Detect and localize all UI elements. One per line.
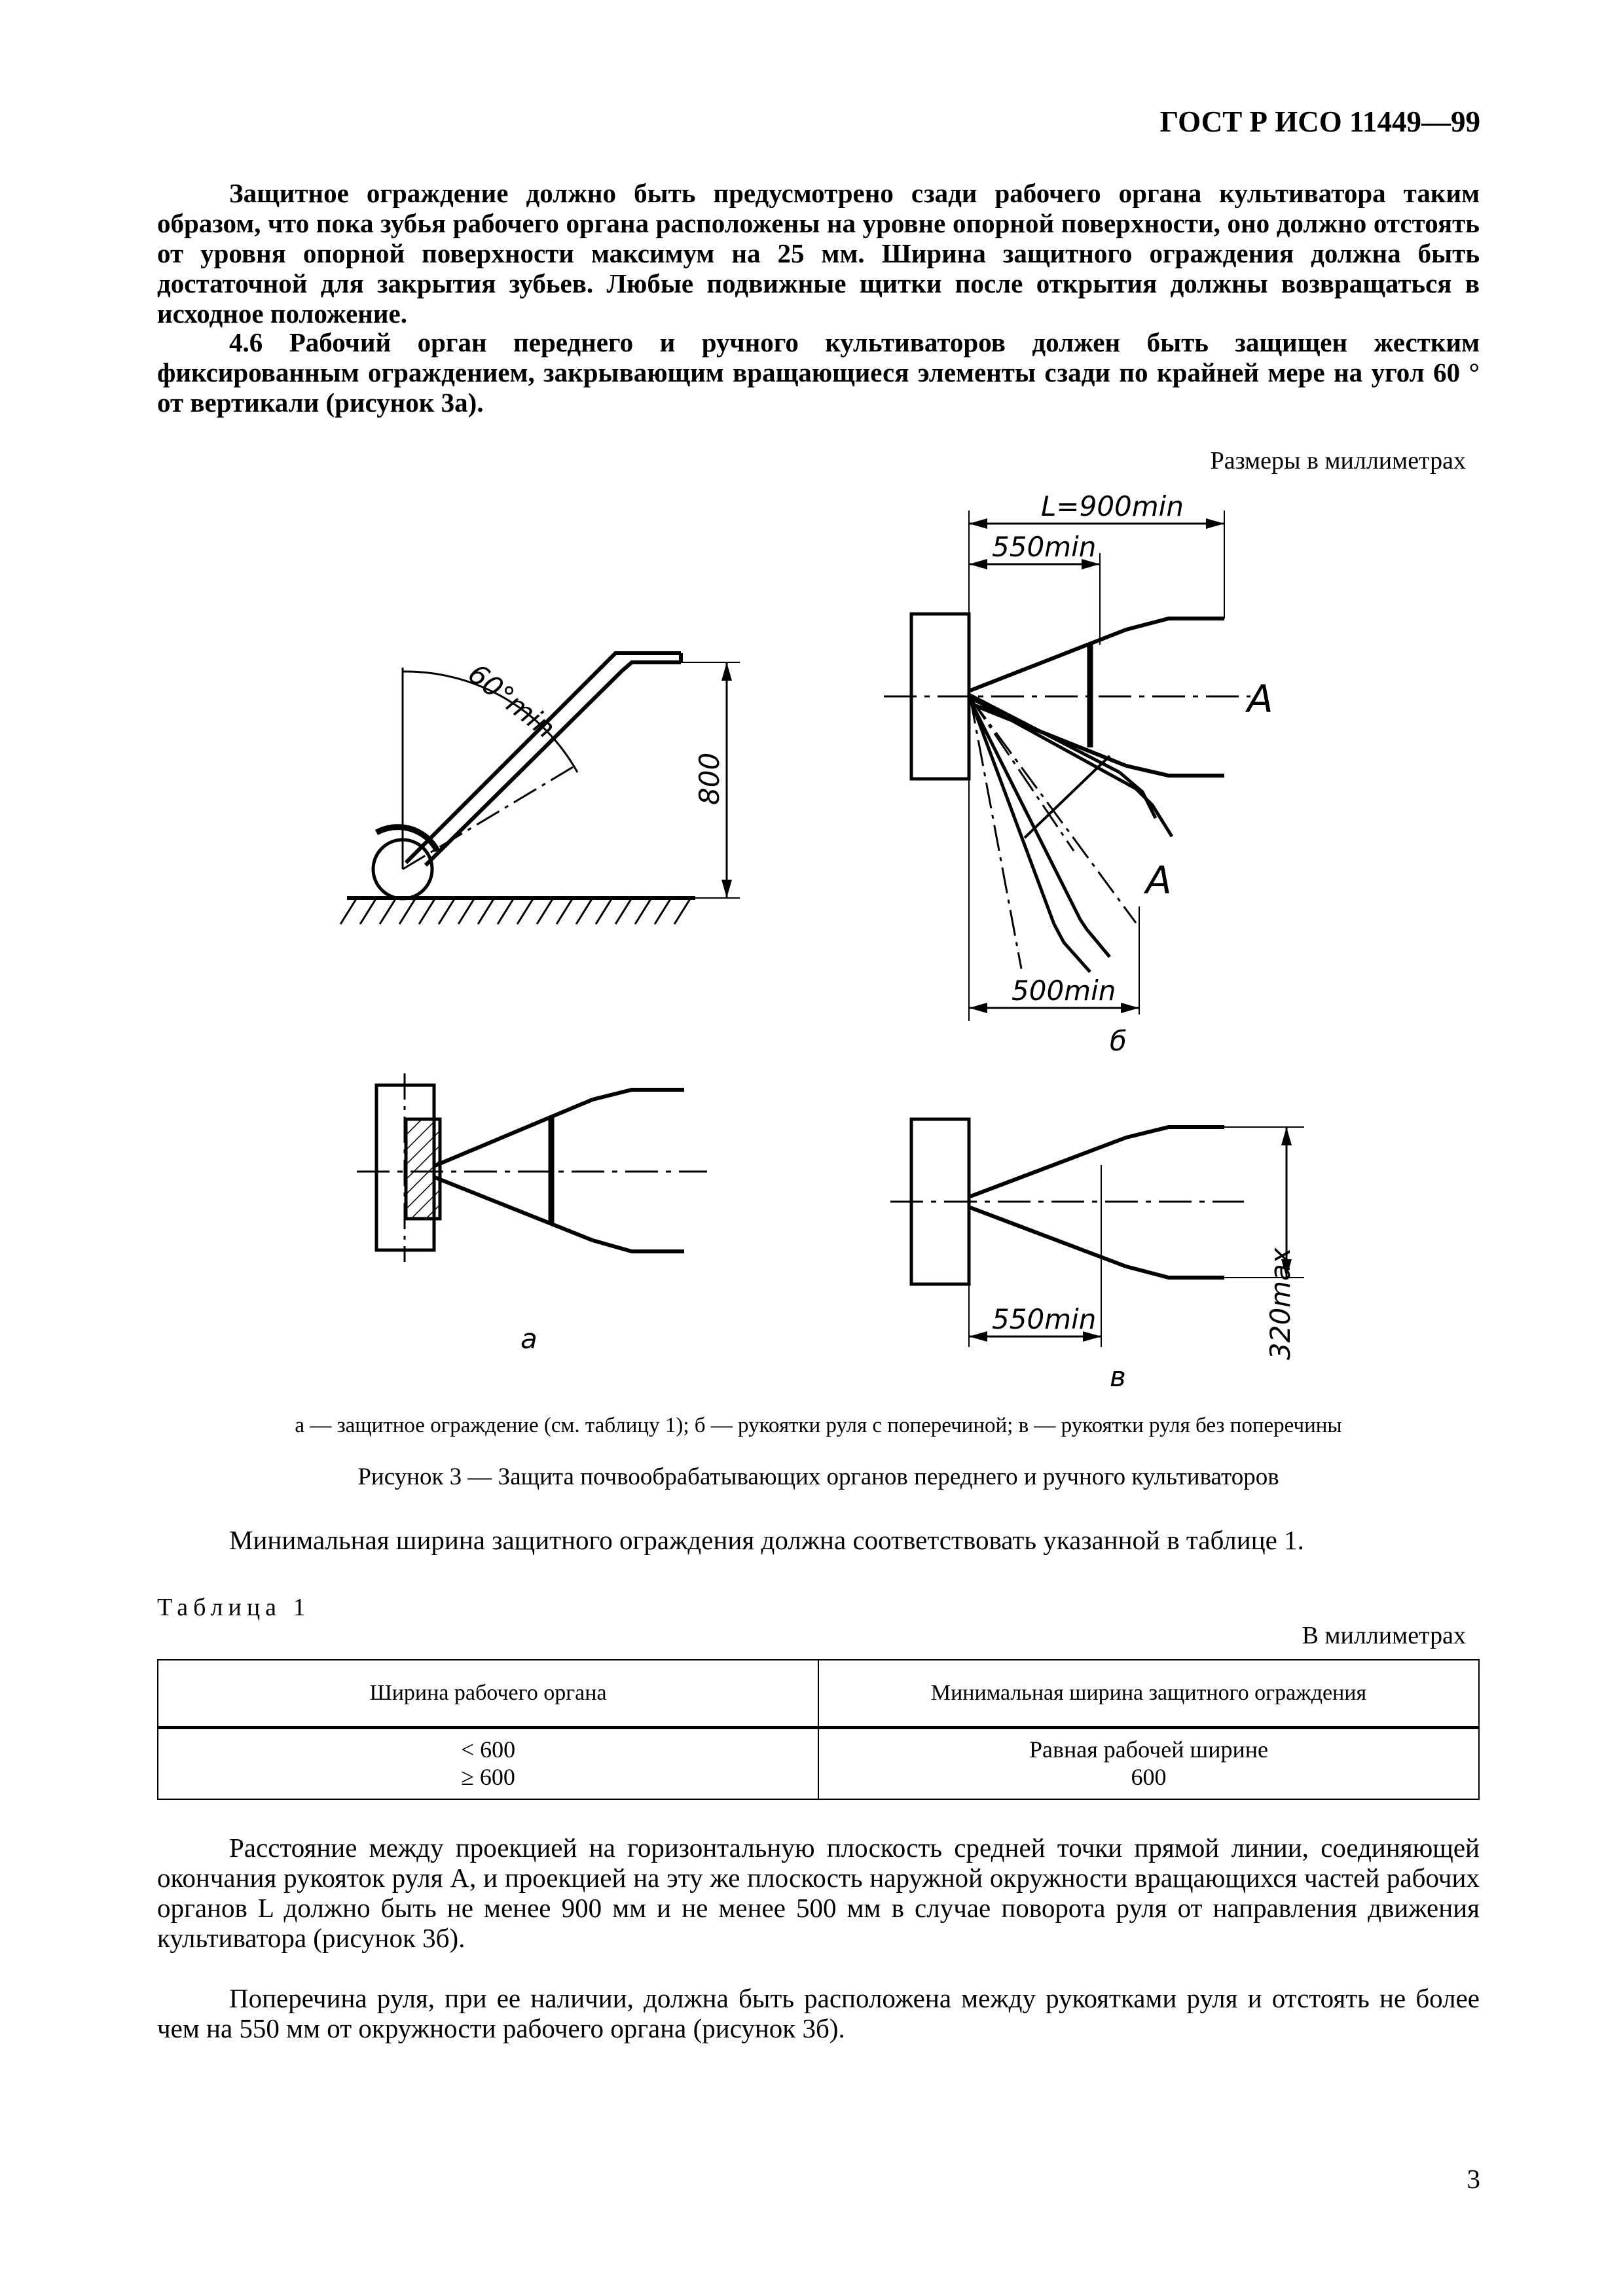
intro-paragraph-1: Защитное ограждение должно быть предусмотрено сзади рабочего органа культиватора таким образом, что пока зубья рабочего органа расположены на уровне опорной поверхности, оно должно отстоять от уровня опорной поверхности максимум на 25 мм. Ширина защитного ограждения должна быть достаточной для закрытия зубьев. Любые подвижные щитки после открытия должны возвращаться в исходное положение. bbox=[157, 178, 1480, 329]
table-units: В миллиметрах bbox=[1302, 1622, 1466, 1649]
cell-working-width bbox=[158, 1728, 818, 1800]
crossbar-distance-v-label: 550min bbox=[992, 1303, 1097, 1335]
figure-legend: а — защитное ограждение (см. таблицу 1); б — рукоятки руля с поперечиной; в — рукоятки руля без поперечины bbox=[295, 1414, 1342, 1437]
value-lt-600: < 600 bbox=[460, 1736, 516, 1763]
fig-v-plan-view bbox=[890, 1119, 1304, 1347]
intro-paragraph-2: 4.6 Рабочий орган переднего и ручного культиваторов должен быть защищен жестким фиксированным ограждением, закрывающим вращающиеся элементы сзади по крайней мере на угол 60 ° от вертикали (рисунок 3а). bbox=[157, 327, 1480, 418]
table-row bbox=[158, 1728, 1479, 1800]
fig-a-side-view bbox=[340, 653, 740, 924]
header-min-guard-width: Минимальная ширина защитного ограждения bbox=[818, 1660, 1479, 1728]
page-number: 3 bbox=[1467, 2164, 1480, 2194]
header-working-width: Ширина рабочего органа bbox=[158, 1660, 818, 1728]
sub-b-label: б bbox=[1110, 1025, 1127, 1057]
swing-distance-label: 500min bbox=[1012, 975, 1116, 1007]
figure-caption: Рисунок 3 — Защита почвообрабатывающих органов переднего и ручного культиваторов bbox=[357, 1463, 1279, 1490]
fig-a-plan-view bbox=[357, 1073, 707, 1262]
value-ge-600: ≥ 600 bbox=[461, 1764, 515, 1790]
length-total-label: L=900min bbox=[1041, 490, 1184, 522]
angle-label: 60°min bbox=[462, 657, 562, 745]
closing-paragraph-1: Расстояние между проекцией на горизонтальную плоскость средней точки прямой линии, соединяющей окончания рукояток руля A, и проекцией на эту же плоскость наружной окружности вращающихся частей рабочих органов L должно быть не менее 900 мм и не менее 500 мм в случае поворота руля от направления движения культиватора (рисунок 3б). bbox=[157, 1833, 1480, 1953]
table-header-row bbox=[158, 1660, 1479, 1728]
table-title: Таблица 1 bbox=[157, 1594, 311, 1621]
table-intro-paragraph: Минимальная ширина защитного ограждения должна соответствовать указанной в таблице 1. bbox=[229, 1525, 1304, 1555]
point-a2-label: A bbox=[1146, 858, 1172, 903]
value-600: 600 bbox=[1131, 1764, 1167, 1790]
sub-a-label: а bbox=[520, 1323, 538, 1355]
width-max-label: 320max bbox=[1264, 1247, 1296, 1360]
sub-v-label: в bbox=[1110, 1361, 1126, 1393]
value-equal-working-width: Равная рабочей ширине bbox=[1029, 1736, 1268, 1763]
cell-min-guard-width bbox=[818, 1728, 1479, 1800]
closing-paragraph-2: Поперечина руля, при ее наличии, должна быть расположена между рукоятками руля и отстоять не более чем на 550 мм от окружности рабочего органа (рисунок 3б). bbox=[157, 1983, 1480, 2043]
crossbar-distance-label: 550min bbox=[992, 531, 1097, 563]
fig-b-top-view bbox=[884, 511, 1250, 1021]
table-1 bbox=[157, 1659, 1480, 1800]
figure-units-note: Размеры в миллиметрах bbox=[1210, 447, 1466, 475]
standard-header: ГОСТ Р ИСО 11449—99 bbox=[1159, 105, 1480, 138]
point-a-label: A bbox=[1247, 677, 1273, 721]
height-label: 800 bbox=[693, 752, 725, 805]
